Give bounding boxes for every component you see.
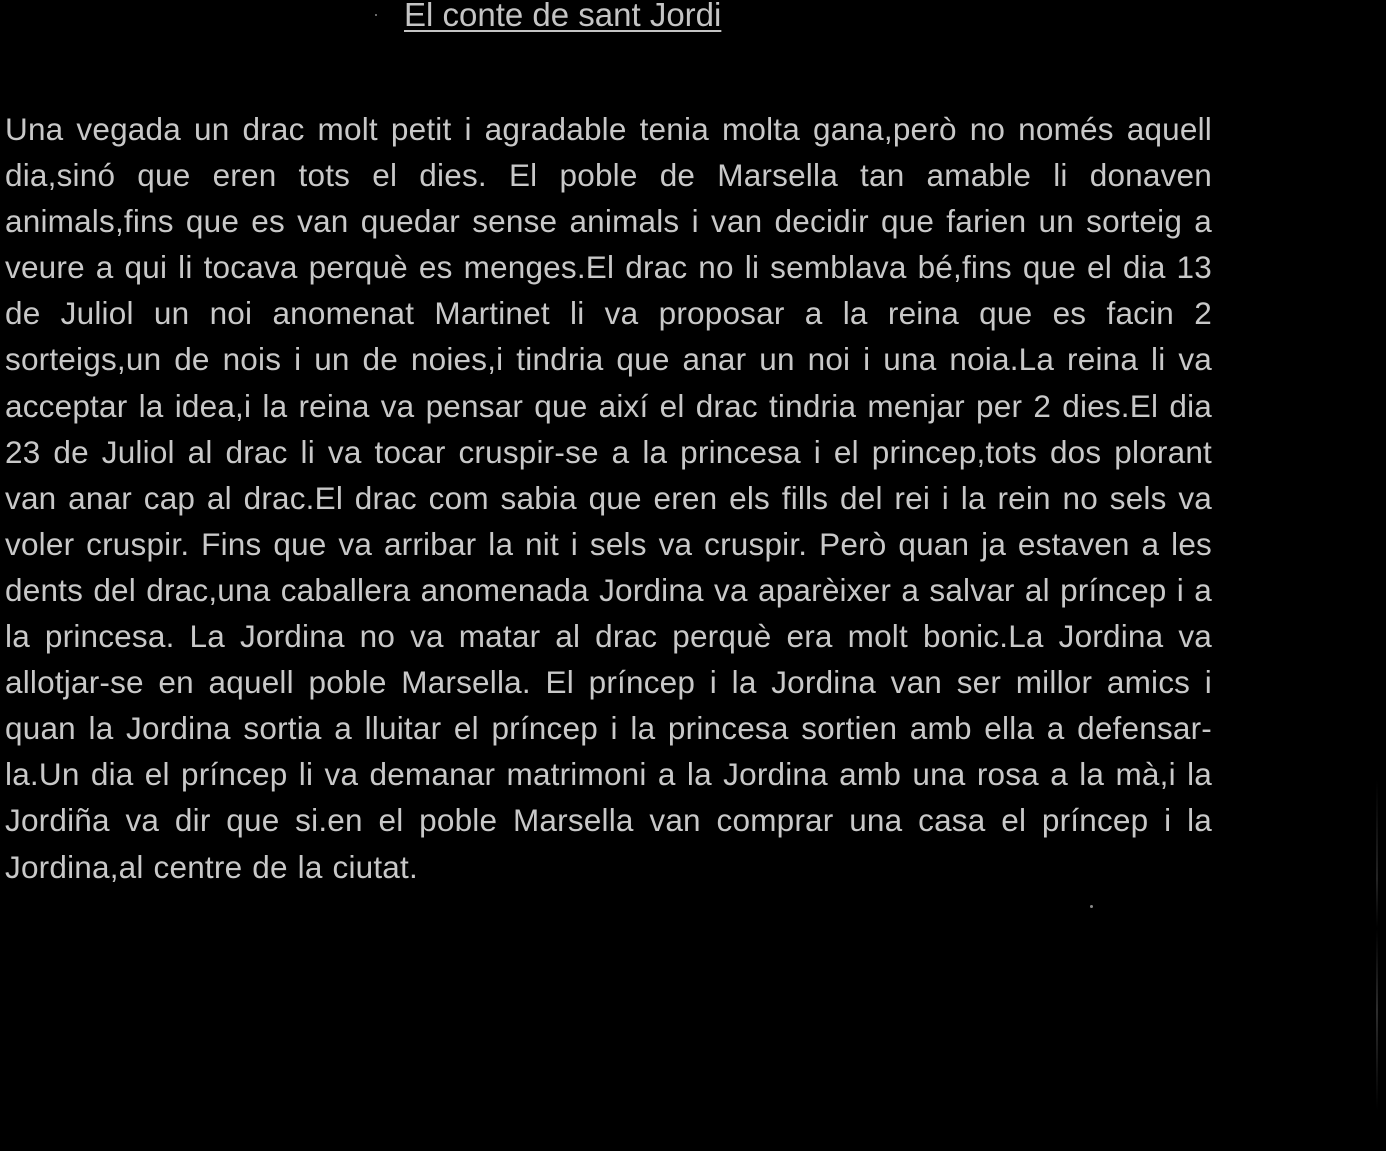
story-text: Una vegada un drac molt petit i agradable tenia molta gana,però no només aquell dia,sinó que eren tots el dies. El poble de Marsella tan amable li donaven animals,fins que es van quedar sense animals i van decidir que farien un sorteig a veure a qui li tocava perquè es menges.El drac no li semblava bé,fins que el dia 13 de Juliol un noi anomenat Martinet li va proposar a la reina que es facin 2 sorteigs,un de nois i un de noies,i tindria que anar un noi i una noia.La reina li va acceptar la idea,i la reina va pensar que així el drac tindria menjar per 2 dies.El dia 23 de Juliol al drac li va tocar cruspir-se a la princesa i el princep,tots dos plorant van anar cap al drac.El drac com sabia que eren els fills del rei i la rein no sels va voler cruspir. Fins que va arribar la nit i sels va cruspir. Però quan ja estaven a les dents del drac,una caballera anomenada Jordina va aparèixer a salvar al príncep i a la princesa. La Jordina no va matar al drac perquè era molt bonic.La Jordina va allotjar-se en aquell poble Marsella. El príncep i la Jordina van ser millor amics i quan la Jordina sortia a lluitar el príncep i la princesa sortien amb ella a defensar-la.Un dia el príncep li va demanar matrimoni a la Jordina amb una rosa a la mà,i la Jordiña va dir que si.en el poble Marsella van comprar una casa el príncep i la Jordina,al centre de la ciutat.: [5, 111, 1212, 885]
scan-speck: [375, 14, 377, 16]
page-title: El conte de sant Jordi: [404, 0, 722, 33]
scan-edge-artifact: [1376, 780, 1378, 1110]
scan-speck: [1090, 905, 1093, 908]
